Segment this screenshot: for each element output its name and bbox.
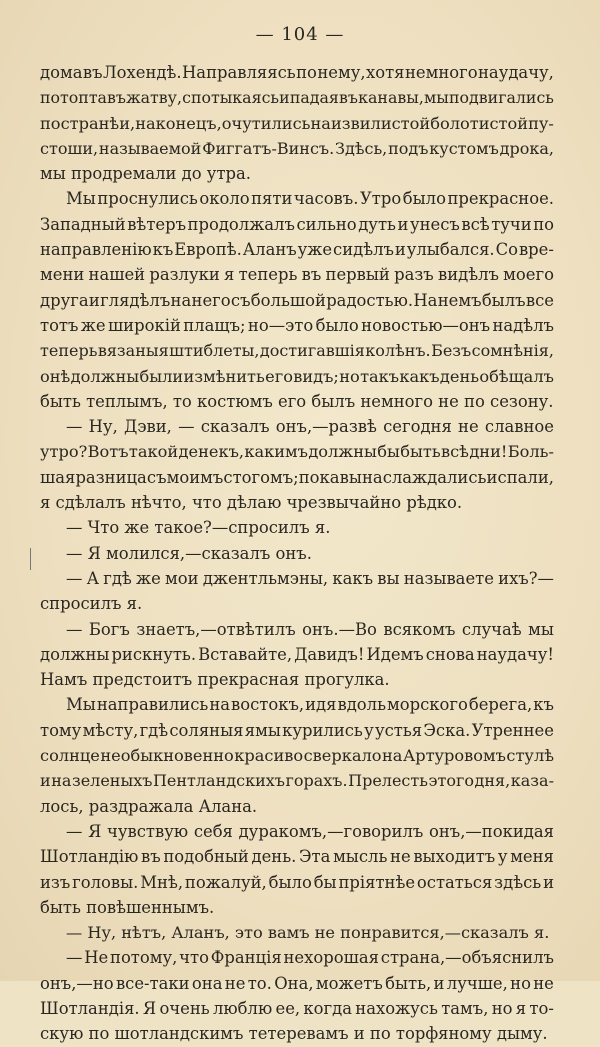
text-line: онѣ должны были измѣнить его видъ; но такъ какъ день обѣщалъ: [40, 366, 554, 386]
text-line: направленію къ Европѣ. Аланъ уже сидѣлъ и улыбался. Со вре-: [40, 240, 554, 260]
text-line: тому мѣсту, гдѣ соляныя ямы курились у устья Эска. Утреннее: [40, 720, 554, 740]
text-line: скую по шотландскимъ тетеревамъ и по торфяному дыму.: [40, 1024, 548, 1044]
text-line: друга и глядѣлъ на него съ большой радостью. На немъ былъ все: [40, 290, 554, 310]
text-line: спросилъ я.: [40, 594, 143, 614]
text-line: Шотландію въ подобный день. Эта мысль не выходитъ у меня: [40, 847, 554, 867]
text-line: шая разница съ моимъ стогомъ; пока вы наслаждались и спали,: [40, 467, 554, 487]
text-line: и на зеленыхъ Пентландскихъ горахъ. Прелесть этого дня, каза-: [40, 771, 554, 791]
text-line: тотъ же широкій плащъ; но—это было новостью—онъ надѣлъ: [40, 315, 554, 335]
text-line: дома въ Лохендѣ. Направляясь по нему, хотя немного наудачу,: [40, 63, 554, 82]
text-line: — Ну, нѣтъ, Аланъ, это вамъ не понравится,—сказалъ я.: [66, 923, 550, 943]
text-line: должны рискнуть. Вставайте, Давидъ! Идемъ снова наудачу!: [40, 644, 554, 664]
text-line: — Богъ знаетъ,—отвѣтилъ онъ.—Во всякомъ случаѣ мы: [66, 619, 554, 639]
text-line: солнце необыкновенно красиво сверкало на Артуровомъ стулѣ: [40, 746, 554, 766]
text-line: стоши, называемой Фиггатъ-Винсъ. Здѣсь, подъ кустомъ дрока,: [40, 138, 554, 158]
text-line: онъ,—но все-таки она не то. Она, можетъ быть, и лучше, но не: [40, 973, 554, 993]
text-line: я сдѣлалъ нѣчто, что дѣлаю чрезвычайно рѣдко.: [40, 493, 463, 513]
text-line: мени нашей разлуки я теперь въ первый разъ видѣлъ моего: [40, 265, 554, 285]
text-line: Мы проснулись около пяти часовъ. Утро было прекрасное.: [66, 189, 554, 209]
text-line: лось, раздражала Алана.: [40, 796, 258, 816]
text-line: Намъ предстоитъ прекрасная прогулка.: [40, 670, 390, 690]
text-line: теперь вязаныя штиблеты, достигавшія колѣнъ. Безъ сомнѣнія,: [40, 341, 554, 361]
page-text: [40, 60, 554, 1047]
text-line: — Что же такое?—спросилъ я.: [66, 518, 331, 538]
text-line: — Я молился,—сказалъ онъ.: [66, 543, 312, 563]
text-line: — Ну, Дэви, — сказалъ онъ,—развѣ сегодня не славное: [66, 417, 554, 437]
text-line: утро? Вотъ такой денекъ, какимъ должны бы быть всѣ дни! Боль-: [40, 442, 554, 462]
margin-pencil-mark: [30, 548, 31, 570]
page-number: — 104 —: [255, 24, 345, 45]
text-line: — А гдѣ же мои джентльмэны, какъ вы называете ихъ?—: [66, 568, 554, 588]
text-line: изъ головы. Мнѣ, пожалуй, было бы пріятнѣе остаться здѣсь и: [40, 872, 554, 892]
text-line: быть повѣшеннымъ.: [40, 897, 215, 917]
text-line: — Не потому, что Франція нехорошая страна,—объяснилъ: [66, 948, 554, 968]
text-line: мы продремали до утра.: [40, 164, 251, 184]
text-line: Шотландія. Я очень люблю ее, когда нахожусь тамъ, но я то-: [40, 998, 554, 1018]
text-line: Западный вѣтеръ продолжалъ сильно дуть и унесъ всѣ тучи по: [40, 214, 554, 234]
text-line: потоптавъ жатву, спотыкаясь и падая въ канавы, мы подвигались: [40, 88, 554, 108]
text-line: Мы направились на востокъ, идя вдоль морского берега, къ: [66, 695, 554, 715]
text-line: по странѣ и, наконецъ, очутились на извилистой болотистой пу-: [40, 113, 554, 133]
text-line: — Я чувствую себя дуракомъ,—говорилъ онъ,—покидая: [66, 821, 554, 841]
text-line: быть теплымъ, то костюмъ его былъ немного не по сезону.: [40, 391, 554, 411]
